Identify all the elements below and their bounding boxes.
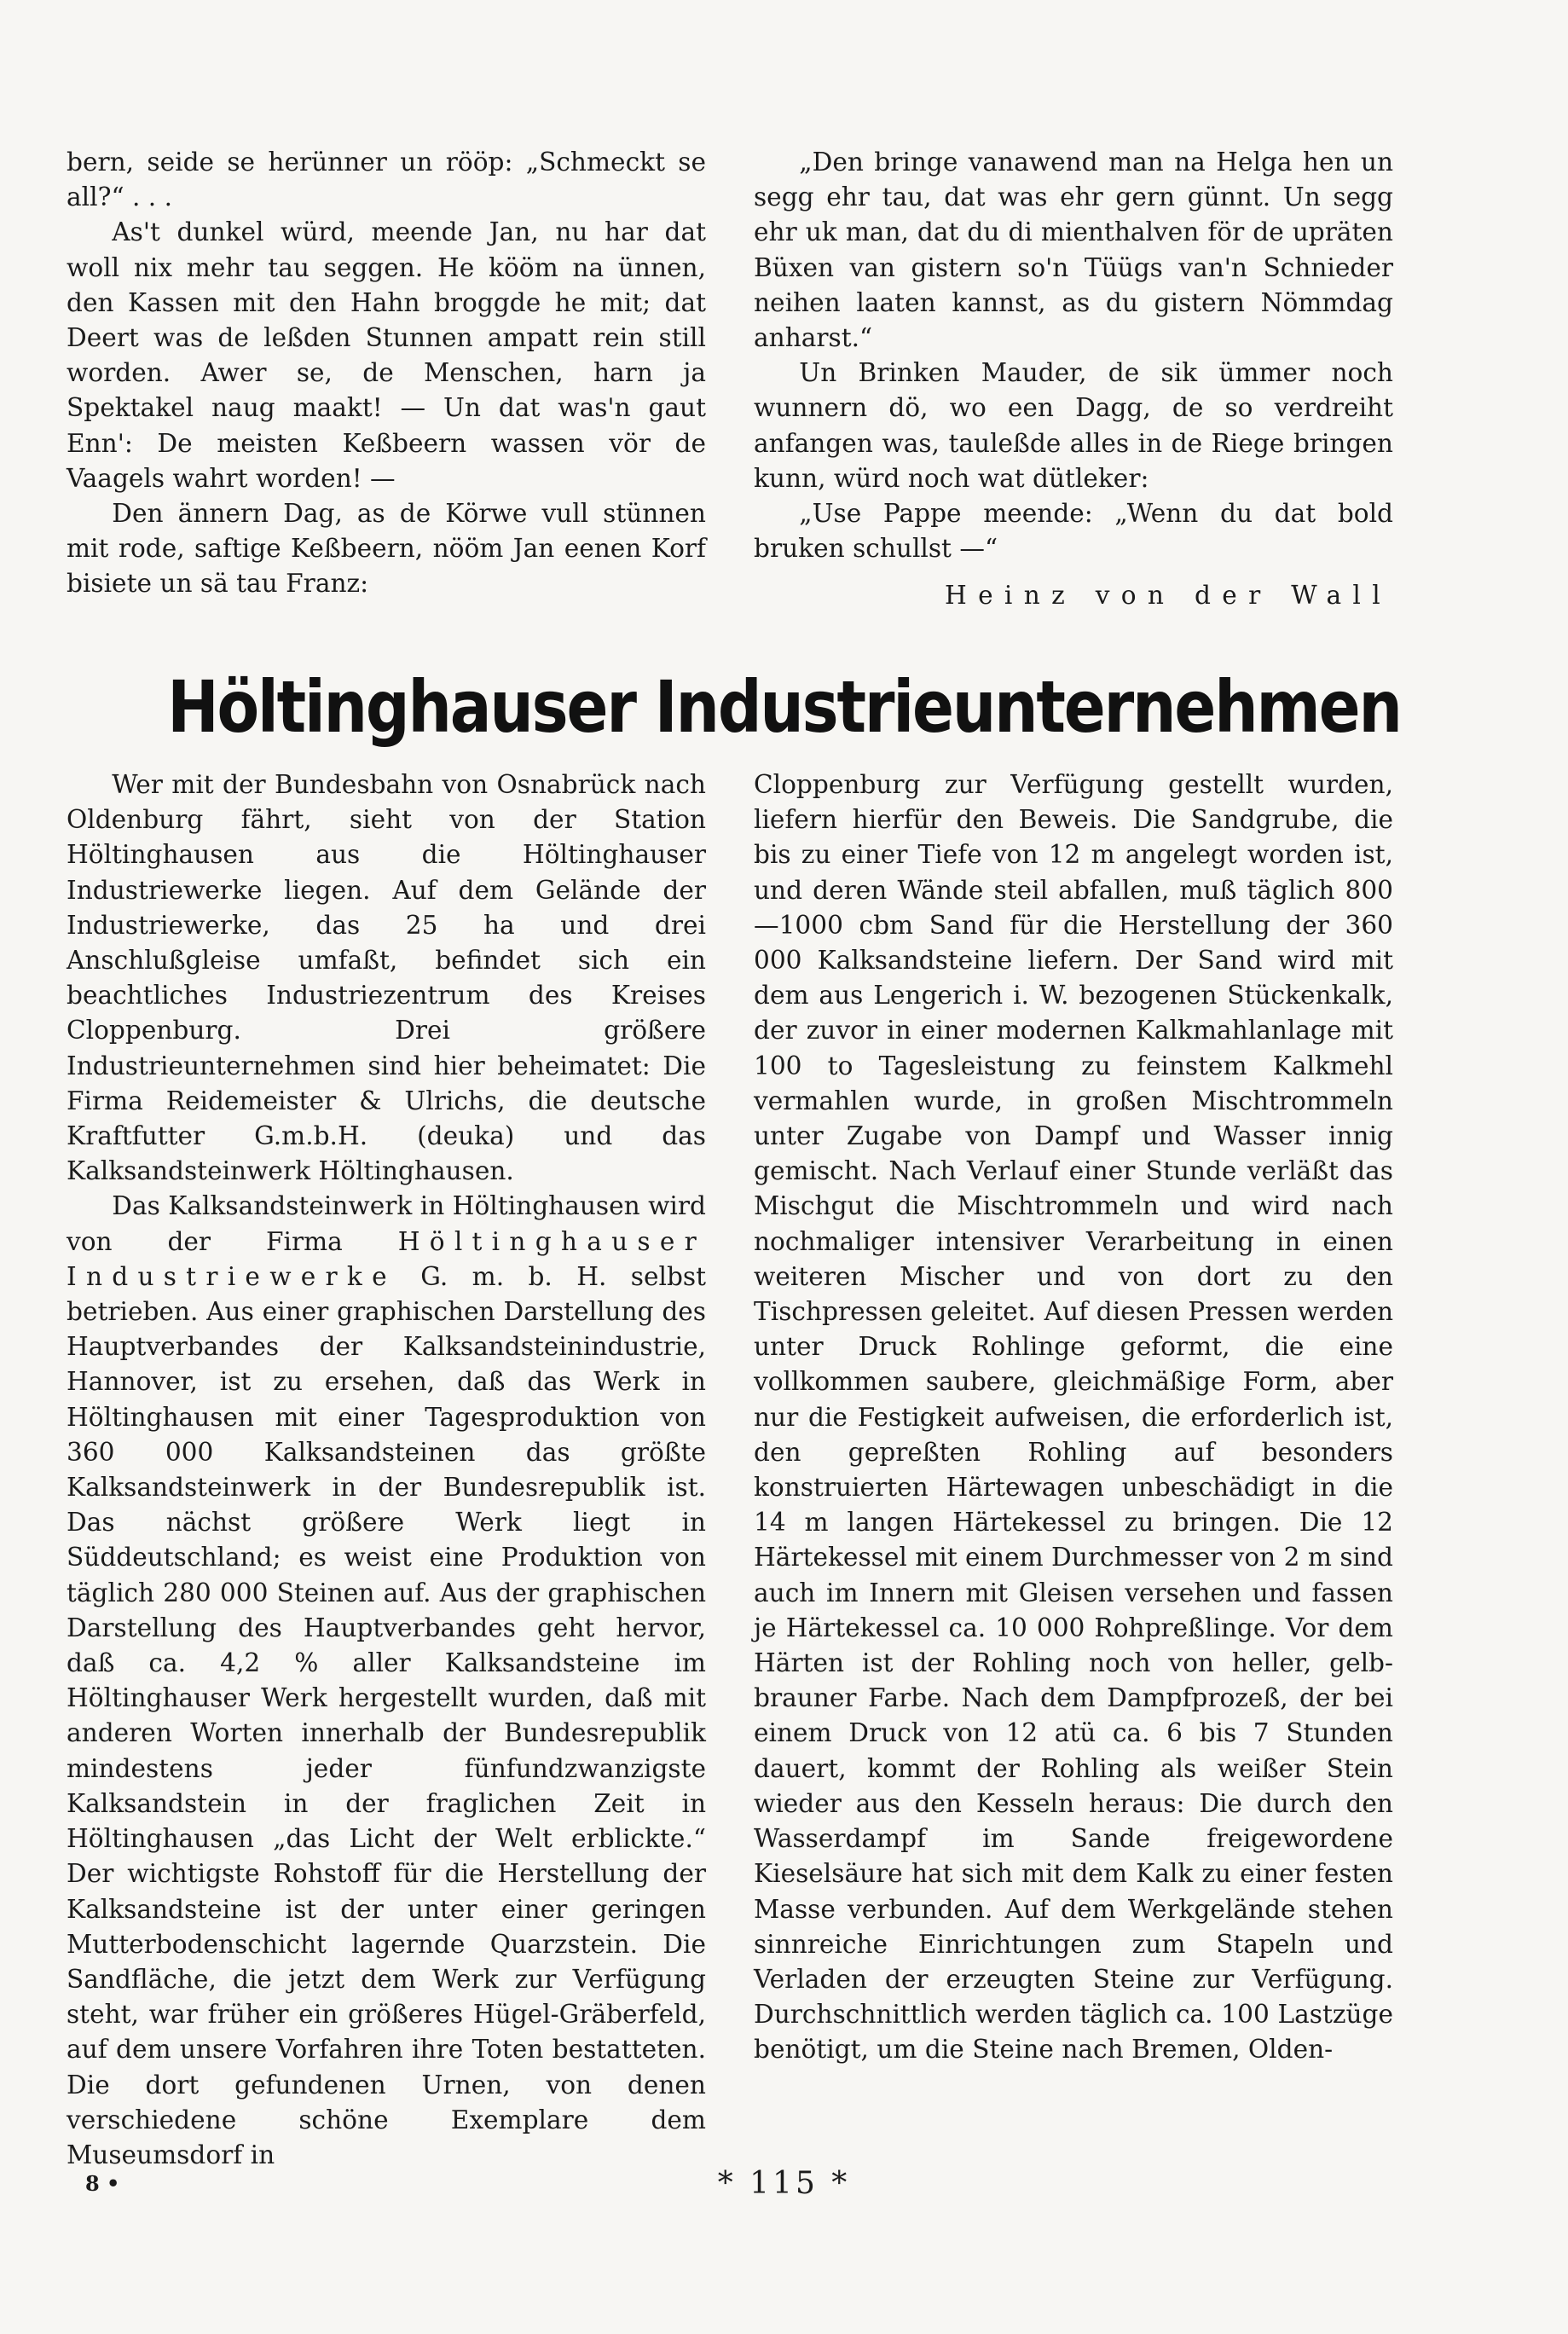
story-paragraph: bern, seide se herünner un rööp: „Schmeckt se all?“ . . .: [67, 148, 706, 212]
article-text: G. m. b. H. selbst betrieben. Aus einer graphischen Darstellung des Hauptverbandes der Kalksandsteinindustrie, Hannover, ist zu ersehen, daß das Werk in Höltinghausen mit einer Tagesproduktion von 360 000 Kalksandsteinen das größte Kalksandsteinwerk in der Bundesrepublik ist. Das nächst größere Werk liegt in Süddeutschland; es weist eine Produktion von täglich 280 000 Steinen auf. Aus der graphischen Darstellung des Hauptverbandes geht hervor, daß ca. 4,2 % aller Kalksandsteine im Höltinghauser Werk hergestellt wurden, daß mit anderen Worten innerhalb der Bundesrepublik mindestens jeder fünfundzwanzigste Kalksandstein in der fraglichen Zeit in Höltinghausen „das Licht der Welt erblickte.“ Der wichtigste Rohstoff für die Herstellung der Kalksandsteine ist der unter einer geringen Mutterbodenschicht lagernde Quarzstein. Die Sandfläche, die jetzt dem Werk zur Verfügung steht, war früher ein größeres Hügel-Gräberfeld, auf dem unsere Vorfahren ihre Toten bestatteten. Die dort gefundenen Urnen, von denen verschiedene schöne Exemplare dem Museumsdorf in: [67, 1261, 706, 2169]
article-text: Das Kalksandsteinwerk in Höltinghausen wird von der Firma: [67, 1191, 706, 1256]
story-column-left: [67, 145, 706, 602]
article-title: Höltinghauser Industrieunternehmen: [167, 665, 1401, 749]
article-paragraph: [67, 1189, 706, 2173]
article-paragraph: Cloppenburg zur Verfügung gestellt wurden, liefern hierfür den Beweis. Die Sandgrube, die bis zu einer Tiefe von 12 m angelegt worden ist, und deren Wände steil abfallen, muß täglich 800—1000 cbm Sand für die Herstellung der 360 000 Kalksandsteine liefern. Der Sand wird mit dem aus Lengerich i. W. bezogenen Stückenkalk, der zuvor in einer modernen Kalkmahlanlage mit 100 to Tagesleistung zu feinstem Kalkmehl vermahlen wurde, in großen Mischtrommeln unter Zugabe von Dampf und Wasser innig gemischt. Nach Verlauf einer Stunde verläßt das Mischgut die Mischtrommeln und wird nach nochmaliger intensiver Verarbeitung in einen weiteren Mischer und von dort zu den Tischpressen geleitet. Auf diesen Pressen werden unter Druck Rohlinge geformt, die eine vollkommen saubere, gleichmäßige Form, aber nur die Festigkeit aufweisen, die erforderlich ist, den gepreßten Rohling auf besonders konstruierten Härtewagen unbeschädigt in die 14 m langen Härtekessel zu bringen. Die 12 Härtekessel mit einem Durchmesser von 2 m sind auch im Innern mit Gleisen versehen und fassen je Härtekessel ca. 10 000 Rohpreßlinge. Vor dem Härten ist der Rohling noch von heller, gelb-brauner Farbe. Nach dem Dampfprozeß, der bei einem Druck von 12 atü ca. 6 bis 7 Stunden dauert, kommt der Rohling als weißer Stein wieder aus den Kesseln heraus: Die durch den Wasserdampf im Sande freigewordene Kieselsäure hat sich mit dem Kalk zu einer festen Masse verbunden. Auf dem Werkgelände stehen sinnreiche Einrichtungen zum Stapeln und Verladen der erzeugten Steine zur Verfügung. Durchschnittlich werden täglich ca. 100 Lastzüge benötigt, um die Steine nach Bremen, Olden-: [754, 770, 1394, 2065]
page-number: * 115 *: [717, 2166, 851, 2201]
story-paragraph: As't dunkel würd, meende Jan, nu har dat woll nix mehr tau seggen. He kööm na ünnen, den Kassen mit den Hahn broggde he mit; dat Deert was de leßden Stunnen ampatt rein still worden. Awer se, de Menschen, harn ja Spektakel naug maakt! — Un dat was'n gaut Enn': De meisten Keßbeern wassen vör de Vaagels wahrt worden! —: [67, 217, 706, 493]
company-name: Höltinghauser Industriewerke: [67, 1226, 706, 1291]
signature-mark: 8 •: [85, 2171, 120, 2196]
story-paragraph: „Den bringe vanawend man na Helga hen un segg ehr tau, dat was ehr gern günnt. Un segg ehr uk man, dat du di mienthalven för de upräten Büxen van gistern so'n Tüügs van'n Schnieder neihen laaten kannst, as du gistern Nömmdag anharst.“: [754, 148, 1393, 353]
article-column-left: [67, 767, 706, 2173]
story-author: Heinz von der Wall: [944, 581, 1392, 611]
story-paragraph: Un Brinken Mauder, de sik ümmer noch wunnern dö, wo een Dagg, de so verdreiht anfangen was, tauleßde alles in de Riege bringen kunn, würd noch wat dütleker:: [754, 358, 1393, 493]
article-paragraph: Wer mit der Bundesbahn von Osnabrück nach Oldenburg fährt, sieht von der Station Höltinghausen aus die Höltinghauser Industriewerke liegen. Auf dem Gelände der Industriewerke, das 25 ha und drei Anschlußgleise umfaßt, befindet sich ein beachtliches Industriezentrum des Kreises Cloppenburg. Drei größere Industrieunternehmen sind hier beheimatet: Die Firma Reidemeister & Ulrichs, die deutsche Kraftfutter G.m.b.H. (deuka) und das Kalksandsteinwerk Höltinghausen.: [67, 770, 706, 1186]
story-paragraph: „Use Pappe meende: „Wenn du dat bold bruken schullst —“: [754, 499, 1393, 564]
story-paragraph: Den ännern Dag, as de Körwe vull stünnen mit rode, saftige Keßbeern, nööm Jan eenen Korf bisiete un sä tau Franz:: [67, 499, 706, 599]
story-column-right: [754, 145, 1393, 614]
article-column-right: [754, 767, 1393, 2068]
